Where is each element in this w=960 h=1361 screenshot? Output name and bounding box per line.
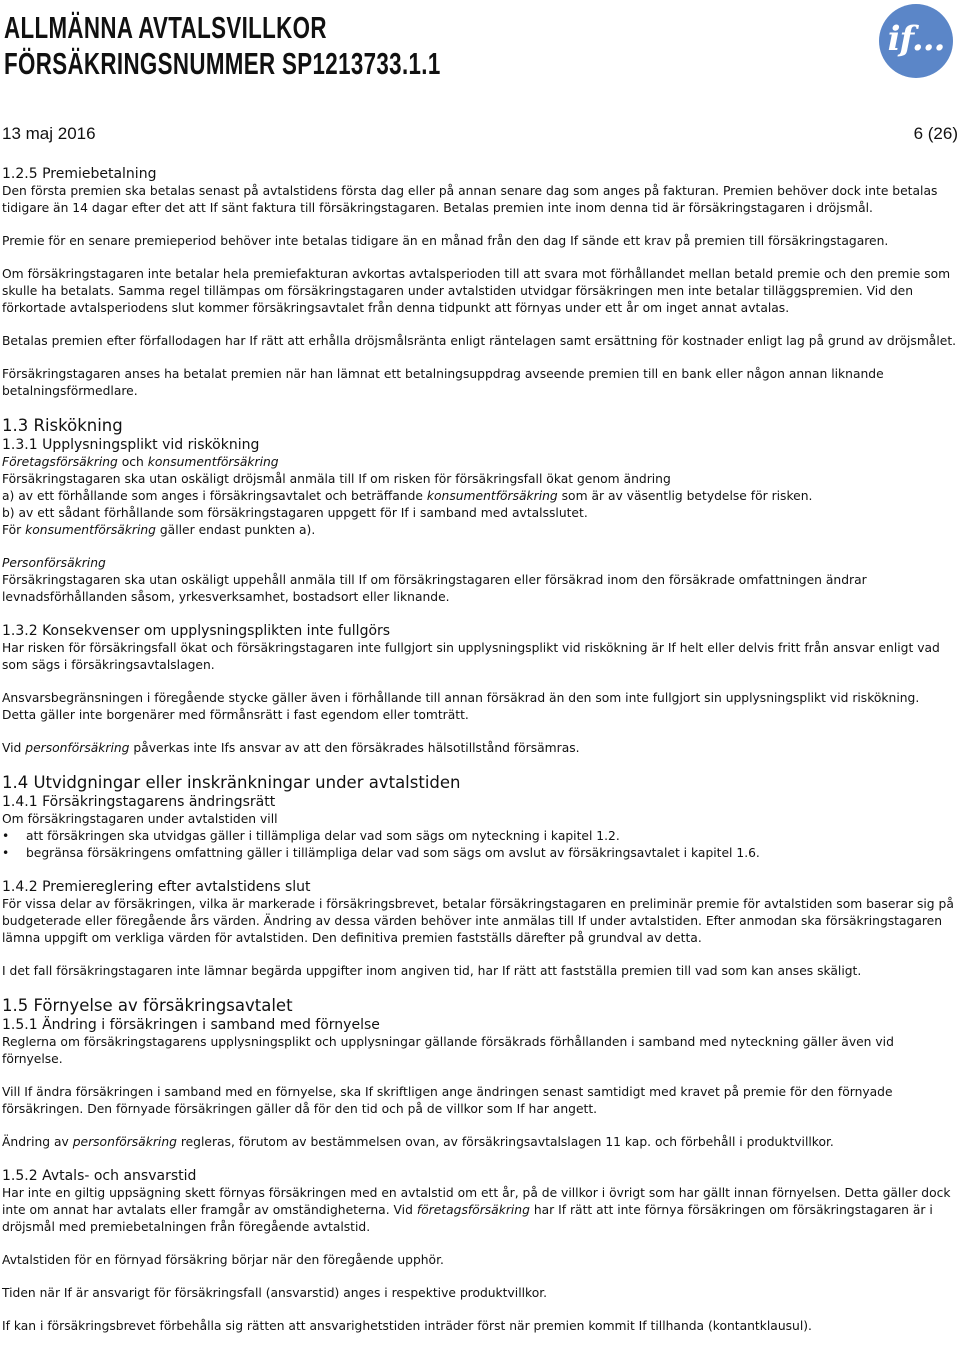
paragraph: Ansvarsbegränsningen i föregående stycke gäller även i förhållande till annan försäkrad än den som inte fullgjort sin upplysningsplikt vid riskökning. Detta gäller inte borgenärer med förmånsrätt i fast egendom eller tomträtt. xyxy=(2,691,920,722)
subheading-person: Personförsäkring xyxy=(2,556,106,570)
heading-1-4-1: 1.4.1 Försäkringstagarens ändringsrätt xyxy=(2,794,276,810)
heading-1-5: 1.5 Förnyelse av försäkringsavtalet xyxy=(2,996,293,1015)
bullet-list xyxy=(2,828,957,862)
subheading-company-consumer: Företagsförsäkring och konsumentförsäkring xyxy=(2,455,279,469)
list-item: • begränsa försäkringens omfattning gäller i tillämpliga delar vad som sägs om avslut av försäkringsavtalet i kapitel 1.6. xyxy=(2,845,957,862)
if-logo-text: if... xyxy=(887,19,945,59)
page-number: 6 (26) xyxy=(913,124,958,143)
paragraph: b) av ett sådant förhållande som försäkringstagaren uppgett för If i samband med avtalsslutet. xyxy=(2,506,588,520)
paragraph: Avtalstiden för en förnyad försäkring börjar när den föregående upphör. xyxy=(2,1253,444,1267)
list-item: • att försäkringen ska utvidgas gäller i tillämpliga delar vad som sägs om nyteckning i kapitel 1.2. xyxy=(2,828,957,845)
paragraph: Tiden när If är ansvarigt för försäkringsfall (ansvarstid) anges i respektive produktvillkor. xyxy=(2,1286,548,1300)
paragraph: If kan i försäkringsbrevet förbehålla sig rätten att ansvarighetstiden inträder först när premien kommit If tillhanda (kontantklausul). xyxy=(2,1319,812,1333)
paragraph: Försäkringstagaren ska utan oskäligt dröjsmål anmäla till If om risken för försäkringsfall ökat genom ändring xyxy=(2,472,671,486)
paragraph: För konsumentförsäkring gäller endast punkten a). xyxy=(2,523,316,537)
heading-1-5-2: 1.5.2 Avtals- och ansvarstid xyxy=(2,1168,197,1184)
document-header xyxy=(4,10,610,82)
paragraph: Vill If ändra försäkringen i samband med en förnyelse, ska If skriftligen ange ändringen senast samtidigt med kravet på premie för den förnyade försäkringen. Den förnyade försäkringen gäller då för den tid och på de villkor som If har angett. xyxy=(2,1085,893,1116)
meta-row xyxy=(0,124,960,148)
paragraph: Premie för en senare premieperiod behöver inte betalas tidigare än en månad från den dag If sände ett krav på premien till försäkringstagaren. xyxy=(2,234,889,248)
heading-1-3: 1.3 Riskökning xyxy=(2,416,123,435)
paragraph: För vissa delar av försäkringen, vilka är markerade i försäkringsbrevet, betalar försäkringstagaren en preliminär premie för avtalstiden som baserar sig på budgeterade eller föregående års värden. Ändring av dessa värden behöver inte anmälas till If under avtalstiden. Efter anmodan ska försäkringstagaren lämna uppgift om verkliga värden för avtalstiden. Den definitiva premien fastställs därefter på grundval av detta. xyxy=(2,897,954,945)
paragraph: Vid personförsäkring påverkas inte Ifs ansvar av att den försäkrades hälsotillstånd försämras. xyxy=(2,741,580,755)
heading-1-2-5: 1.2.5 Premiebetalning xyxy=(2,166,157,182)
paragraph: Ändring av personförsäkring regleras, förutom av bestämmelsen ovan, av försäkringsavtalslagen 11 kap. och förbehåll i produktvillkor. xyxy=(2,1135,834,1149)
paragraph: Den första premien ska betalas senast på avtalstidens första dag eller på annan senare dag som anges på fakturan. Premien behöver dock inte betalas tidigare än 14 dagar efter det att If sänt faktura till försäkringstagaren. Betalas premien inte inom denna tid är försäkringstagaren i dröjsmål. xyxy=(2,184,938,215)
paragraph: Reglerna om försäkringstagarens upplysningsplikt och upplysningar gällande försäkrads förhållanden i samband med nyteckning gäller även vid förnyelse. xyxy=(2,1035,894,1066)
heading-1-3-1: 1.3.1 Upplysningsplikt vid riskökning xyxy=(2,437,260,453)
document-body xyxy=(2,165,957,1351)
heading-1-3-2: 1.3.2 Konsekvenser om upplysningsplikten inte fullgörs xyxy=(2,623,391,639)
document-title: ALLMÄNNA AVTALSVILLKOR xyxy=(4,10,327,45)
paragraph: Försäkringstagaren anses ha betalat premien när han lämnat ett betalningsuppdrag avseende premien till en bank eller någon annan liknande betalningsförmedlare. xyxy=(2,367,884,398)
heading-1-4-2: 1.4.2 Premiereglering efter avtalstidens slut xyxy=(2,879,311,895)
heading-1-5-1: 1.5.1 Ändring i försäkringen i samband med förnyelse xyxy=(2,1017,380,1033)
paragraph: I det fall försäkringstagaren inte lämnar begärda uppgifter inom angiven tid, har If rätt att fastställa premien till vad som kan anses skäligt. xyxy=(2,964,862,978)
insurance-number: FÖRSÄKRINGSNUMMER SP1213733.1.1 xyxy=(4,46,441,81)
paragraph: Försäkringstagaren ska utan oskäligt uppehåll anmäla till If om försäkringstagaren eller försäkrad inom den försäkrade omfattningen ändrar levnadsförhållanden såsom, yrkesverksamhet, bostadsort eller liknande. xyxy=(2,573,867,604)
paragraph: Om försäkringstagaren under avtalstiden vill xyxy=(2,812,278,826)
if-logo xyxy=(879,4,953,78)
document-date: 13 maj 2016 xyxy=(2,124,96,143)
paragraph: a) av ett förhållande som anges i försäkringsavtalet och beträffande konsumentförsäkring som är av väsentlig betydelse för risken. xyxy=(2,489,813,503)
paragraph: Har risken för försäkringsfall ökat och försäkringstagaren inte fullgjort sin upplysningsplikt vid riskökning är If helt eller delvis fritt från ansvar enligt vad som sägs i försäkringsavtalslagen. xyxy=(2,641,940,672)
paragraph: Har inte en giltig uppsägning skett förnyas försäkringen med en avtalstid om ett år, på de villkor i övrigt som har gällt innan förnyelsen. Detta gäller dock inte om annat har avtalats eller framgår av omständigheterna. Vid företagsförsäkring har If rätt att inte förnya försäkringen om försäkringstagaren är i dröjsmål med premiebetalningen från föregående avtalstid. xyxy=(2,1186,951,1234)
heading-1-4: 1.4 Utvidgningar eller inskränkningar under avtalstiden xyxy=(2,773,461,792)
paragraph: Betalas premien efter förfallodagen har If rätt att erhålla dröjsmålsränta enligt räntelagen samt ersättning för kostnader enligt lag på grund av dröjsmålet. xyxy=(2,334,957,348)
paragraph: Om försäkringstagaren inte betalar hela premiefakturan avkortas avtalsperioden till att svara mot förhållandet mellan betald premie och den premie som skulle ha betalats. Samma regel tillämpas om försäkringstagaren under avtalstiden utvidgar försäkringen men inte betalar tilläggspremien. Vid den förkortade avtalsperiodens slut kommer försäkringsavtalet från denna tidpunkt att förnyas under ett år om inget annat avtalas. xyxy=(2,267,951,315)
